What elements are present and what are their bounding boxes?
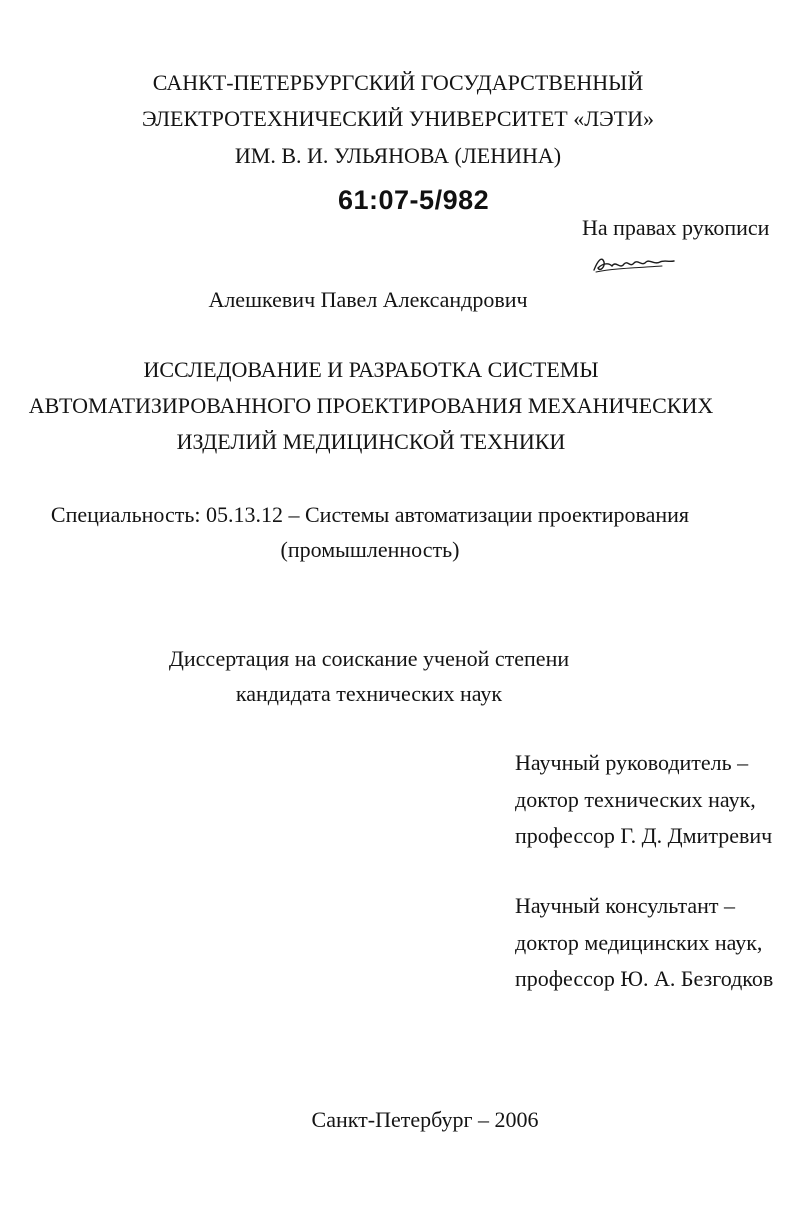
consultant-line-1: Научный консультант – [515,893,735,918]
manuscript-rights: На правах рукописи [582,215,770,240]
signature-mark [590,248,680,278]
specialty-line-1: Специальность: 05.13.12 – Системы автоматизации проектирования [50,502,690,527]
title-line-1: ИССЛЕДОВАНИЕ И РАЗРАБОТКА СИСТЕМЫ [143,357,599,382]
supervisor-line-2: доктор технических наук, [515,787,756,812]
author-name: Алешкевич Павел Александрович [208,287,528,312]
degree-line-1: Диссертация на соискание ученой степени [168,646,570,671]
university-line-2: ЭЛЕКТРОТЕХНИЧЕСКИЙ УНИВЕРСИТЕТ «ЛЭТИ» [141,106,654,131]
degree-line-2: кандидата технических наук [235,681,503,706]
catalog-code: 61:07-5/982 [338,185,490,215]
consultant-line-2: доктор медицинских наук, [515,930,763,955]
title-line-2: АВТОМАТИЗИРОВАННОГО ПРОЕКТИРОВАНИЯ МЕХАНИЧЕСКИХ [28,393,714,418]
supervisor-line-3: профессор Г. Д. Дмитревич [515,823,773,848]
title-line-3: ИЗДЕЛИЙ МЕДИЦИНСКОЙ ТЕХНИКИ [176,429,566,454]
university-line-3: ИМ. В. И. УЛЬЯНОВА (ЛЕНИНА) [234,143,562,168]
consultant-line-3: профессор Ю. А. Безгодков [515,966,774,991]
specialty-line-2: (промышленность) [280,537,460,562]
place-and-year: Санкт-Петербург – 2006 [311,1107,539,1132]
supervisor-line-1: Научный руководитель – [515,750,749,775]
university-line-1: САНКТ-ПЕТЕРБУРГСКИЙ ГОСУДАРСТВЕННЫЙ [152,70,644,95]
